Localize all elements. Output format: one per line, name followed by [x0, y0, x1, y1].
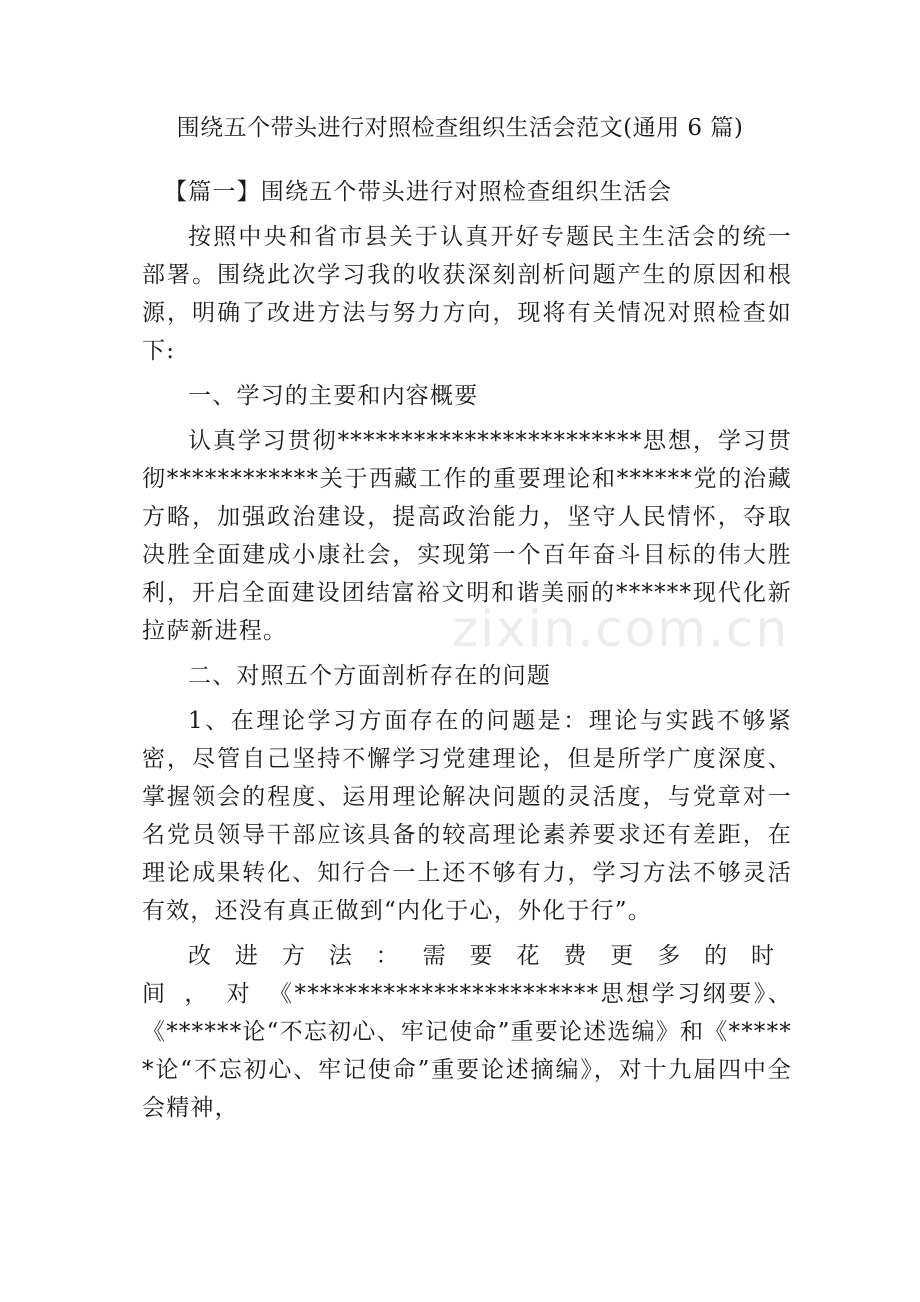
study-paragraph: 认真学习贯彻************************思想，学习贯彻************关于西藏工作的重要理论和******党的治藏方略，加强政治建设，提高政治能力，坚守人民情怀，夺取决胜全面建成小康社会，实现第一个百年奋斗目标的伟大胜利，开启全面建设团结富裕文明和谐美丽的******现代化新拉萨新进程。	[142, 428, 792, 644]
improvement-rest: 《************************思想学习纲要》、《******论“不忘初心、牢记使命”重要论述选编》和《******论“不忘初心、牢记使命”重要论述摘编》，对十九届四中全会精神，	[142, 981, 793, 1121]
problems-paragraph: 1、在理论学习方面存在的问题是：理论与实践不够紧密，尽管自己坚持不懈学习党建理论，但是所学广度深度、掌握领会的程度、运用理论解决问题的灵活度，与党章对一名党员领导干部应该具备的较高理论素养要求还有差距，在理论成果转化、知行合一上还不够有力，学习方法不够灵活有效，还没有真正做到“内化于心，外化于行”。	[142, 708, 792, 924]
watermark: zixin.com.cn	[452, 600, 790, 658]
subheading-problems: 二、对照五个方面剖析存在的问题	[188, 663, 551, 689]
improvement-lead: 改进方法：需要花费更多的时间，对	[142, 943, 792, 1007]
document-body	[142, 173, 792, 1127]
document-title: 围绕五个带头进行对照检查组织生活会范文(通用 6 篇)	[176, 115, 744, 141]
intro-paragraph: 按照中央和省市县关于认真开好专题民主生活会的统一部署。围绕此次学习我的收获深刻剖析问题产生的原因和根源，明确了改进方法与努力方向，现将有关情况对照检查如下:	[142, 224, 792, 364]
subheading-study-summary: 一、学习的主要和内容概要	[188, 383, 479, 409]
section-heading: 【篇一】围绕五个带头进行对照检查组织生活会	[164, 179, 673, 205]
improvement-paragraph	[142, 937, 792, 1127]
